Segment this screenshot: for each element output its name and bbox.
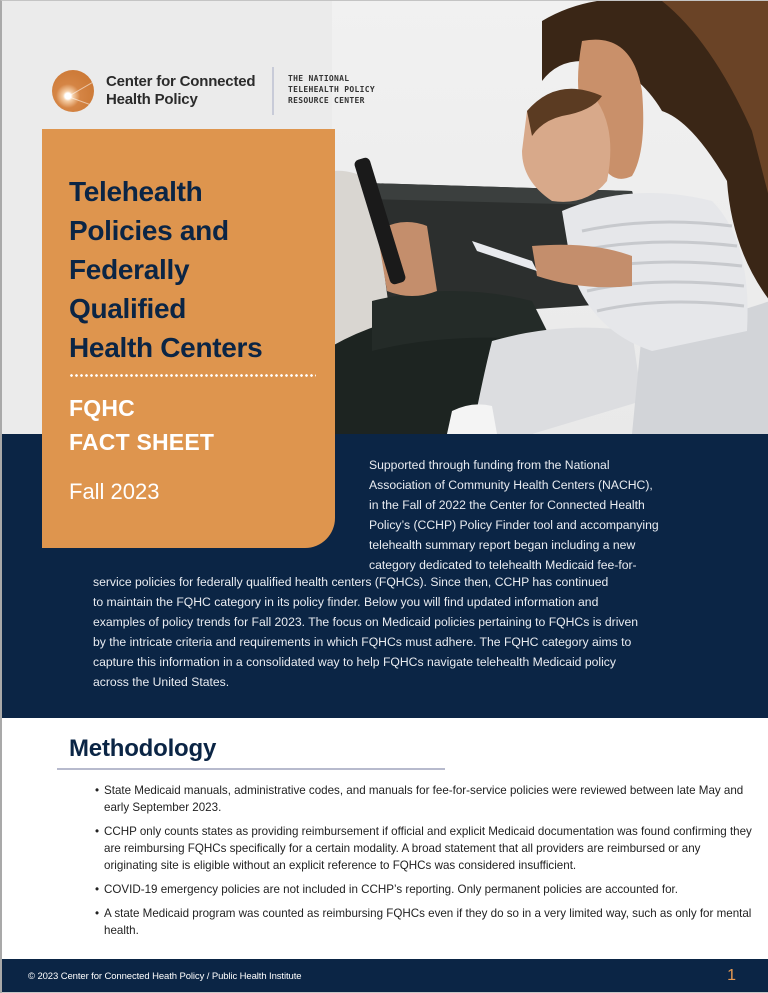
logo-subtitle-line1: THE NATIONAL bbox=[288, 74, 350, 83]
document-title bbox=[69, 172, 329, 367]
sunburst-logo-icon bbox=[52, 70, 94, 112]
title-line: Federally bbox=[69, 254, 190, 285]
mother-child-photo-illustration bbox=[332, 1, 768, 434]
title-box bbox=[42, 129, 335, 548]
bullet-icon: • bbox=[95, 784, 100, 797]
intro-line: category dedicated to telehealth Medicaid fee-for- bbox=[369, 558, 637, 572]
list-item-text: CCHP only counts states as providing reimbursement if official and explicit Medicaid documentation was found confirming they are reimbursing FQHCs specifically for a certain modality. A broad statement that all providers are reimbursed or any originating site is eligible without an explicit reference to FQHCs was considered insufficient. bbox=[104, 825, 752, 872]
intro-line: service policies for federally qualified health centers (FQHCs). Since then, CCHP has continued bbox=[93, 575, 609, 589]
list-item bbox=[95, 905, 755, 939]
cchp-logo bbox=[52, 69, 375, 113]
methodology-divider bbox=[57, 768, 445, 770]
bullet-icon: • bbox=[95, 907, 100, 920]
intro-paragraph-bottom bbox=[93, 572, 743, 692]
dotted-divider bbox=[69, 374, 316, 377]
logo-subtitle-line3: RESOURCE CENTER bbox=[288, 96, 365, 105]
intro-line: by the intricate criteria and requirements in which FQHCs must adhere. The FQHC category aims to bbox=[93, 635, 632, 649]
season-label: Fall 2023 bbox=[69, 479, 160, 504]
fact-label-line2: FACT SHEET bbox=[69, 429, 215, 455]
logo-name-line1: Center for Connected bbox=[106, 73, 256, 90]
list-item-text: State Medicaid manuals, administrative codes, and manuals for fee-for-service policies were reviewed between late May and early September 2023. bbox=[104, 784, 744, 814]
methodology-heading: Methodology bbox=[69, 735, 217, 762]
page-footer bbox=[2, 959, 768, 993]
list-item bbox=[95, 881, 755, 898]
fact-label-line1: FQHC bbox=[69, 395, 135, 421]
intro-line: Association of Community Health Centers (NACHC), bbox=[369, 478, 653, 492]
title-line: Policies and bbox=[69, 215, 229, 246]
intro-line: Supported through funding from the National bbox=[369, 458, 610, 472]
intro-line: to maintain the FQHC category in its policy finder. Below you will find updated information and bbox=[93, 595, 599, 609]
title-line: Qualified bbox=[69, 293, 187, 324]
logo-subtitle-line2: TELEHEALTH POLICY bbox=[288, 85, 375, 94]
intro-line: capture this information in a consolidated way to help FQHCs navigate telehealth Medicaid policy bbox=[93, 655, 616, 669]
logo-name-line2: Health Policy bbox=[106, 91, 198, 108]
bullet-icon: • bbox=[95, 883, 100, 896]
footer-copyright: © 2023 Center for Connected Heath Policy / Public Health Institute bbox=[28, 971, 302, 982]
bullet-icon: • bbox=[95, 825, 100, 838]
intro-line: across the United States. bbox=[93, 675, 230, 689]
hero-photo bbox=[332, 1, 768, 434]
list-item bbox=[95, 823, 755, 874]
fact-sheet-label bbox=[69, 391, 214, 459]
logo-organization-name bbox=[106, 73, 255, 109]
intro-paragraph-top bbox=[369, 455, 709, 575]
title-line: Telehealth bbox=[69, 176, 203, 207]
intro-line: telehealth summary report began including a new bbox=[369, 538, 636, 552]
list-item bbox=[95, 782, 755, 816]
page-number: 1 bbox=[727, 967, 736, 984]
list-item-text: A state Medicaid program was counted as reimbursing FQHCs even if they do so in a very limited way, such as only for mental health. bbox=[104, 907, 752, 937]
methodology-list bbox=[95, 782, 755, 946]
list-item-text: COVID-19 emergency policies are not included in CCHP’s reporting. Only permanent policies are accounted for. bbox=[104, 883, 678, 896]
logo-divider bbox=[272, 67, 274, 115]
title-line: Health Centers bbox=[69, 332, 263, 363]
intro-line: in the Fall of 2022 the Center for Connected Health bbox=[369, 498, 645, 512]
logo-subtitle bbox=[288, 73, 375, 106]
intro-line: examples of policy trends for Fall 2023. The focus on Medicaid policies pertaining to FQHCs is driven bbox=[93, 615, 639, 629]
intro-line: Policy’s (CCHP) Policy Finder tool and accompanying bbox=[369, 518, 659, 532]
